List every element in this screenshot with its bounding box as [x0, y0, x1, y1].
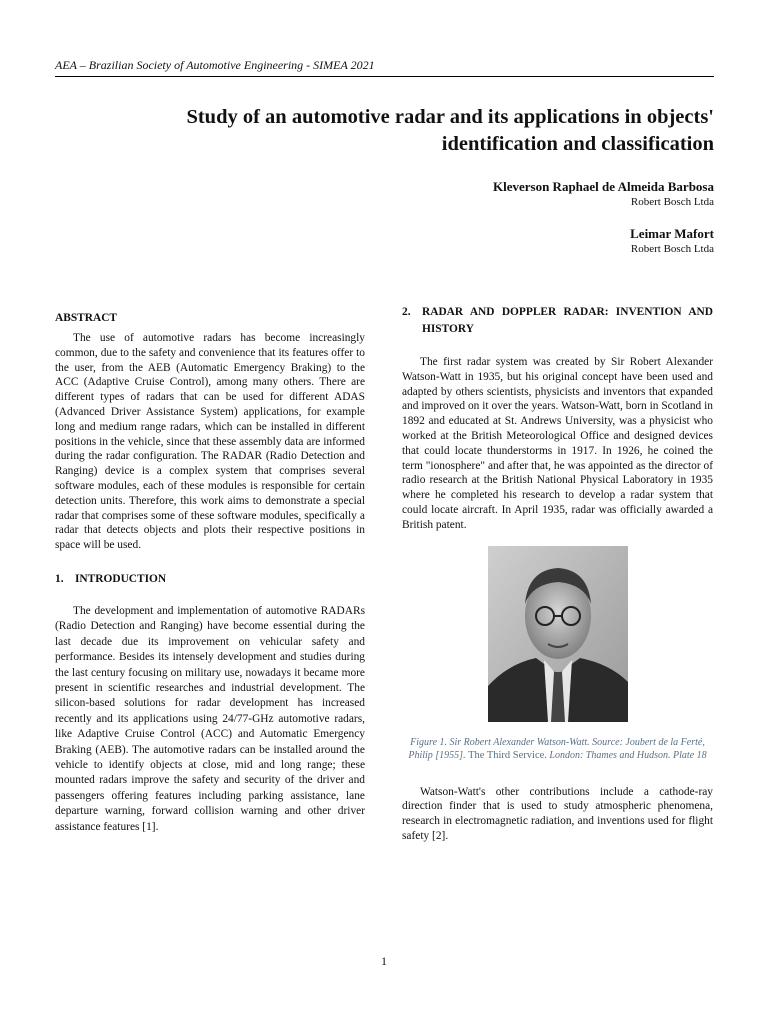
- section-title: INTRODUCTION: [75, 572, 167, 585]
- title-line-1: Study of an automotive radar and its applications in objects': [186, 106, 714, 128]
- running-header: AEA – Brazilian Society of Automotive Engineering - SIMEA 2021: [55, 58, 714, 77]
- page-number: 1: [381, 954, 387, 968]
- author-block-2: [630, 225, 714, 257]
- left-column: [55, 310, 365, 835]
- section-number: 2.: [402, 306, 411, 318]
- author-name: Kleverson Raphael de Almeida Barbosa: [492, 179, 714, 194]
- section-number: 1.: [55, 572, 64, 585]
- right-column: [402, 304, 713, 844]
- author-name: Leimar Mafort: [630, 226, 714, 241]
- introduction-text: The development and implementation of automotive RADARs (Radio Detection and Ranging) have become essential during the last decade due its improvement on vehicular safety and performance. Besides its intensely development and studies during the last century focusing on military use, nowadays it became more present in scientific researches and industrial development. The silicon-based solutions for radar development has increased recently and its applications using 24/77-GHz automotive radars, like Adaptive Cruise Control (ACC) and Automatic Emergency Braking (AEB). The automotive radars can be installed around the vehicle to identify objects at close, mid and long range; these mounted radars improve the safety and security of the driver and passengers offering features including parking assistance, lane departure warning, forward collision warning and other driver assistance features [1].: [55, 604, 365, 833]
- author-block-1: [493, 178, 714, 210]
- section-heading-introduction: [55, 571, 365, 588]
- paper-title: [60, 104, 714, 158]
- section2-text-2: Watson-Watt's other contributions include a cathode-ray direction finder that is used to study atmospheric phenomena, research in electromagnetic radiation, and inventions used for flight safety [2].: [402, 785, 713, 842]
- figure-photo: [488, 546, 628, 722]
- abstract-text: The use of automotive radars has become increasingly common, due to the safety and convenience that its features offer to the user, from the AEB (Automatic Emergency Braking) to the ACC (Adaptive Cruise Control), among many others. There are different types of radars that can be used for different ADAS (Advanced Driver Assistance System) applications, for example long and medium range radars, which can be installed in different positions in the vehicle, since that these assembly data are informed during the radar configuration. The RADAR (Radio Detection and Ranging) device is a complex system that comprises several software modules, each of these modules is responsible for certain detection units. Therefore, this work aims to demonstrate a special radar that comprises some of these software modules, specifically a radar that detects objects and plots their respective positions in space will be used.: [55, 332, 365, 552]
- portrait-photo: [488, 546, 628, 722]
- author-affiliation: Robert Bosch Ltda: [630, 243, 714, 255]
- abstract-heading: ABSTRACT: [55, 312, 118, 324]
- figure-caption: [402, 736, 713, 763]
- figure-caption-title: The Third Service.: [468, 750, 547, 762]
- figure-caption-source: Figure 1. Sir Robert Alexander Watson-Watt. Source: Joubert de la Ferté, Philip [1955].: [408, 736, 705, 762]
- section-title: RADAR AND DOPPLER RADAR: INVENTION AND HISTORY: [422, 306, 713, 335]
- title-line-2: identification and classification: [441, 133, 714, 155]
- author-affiliation: Robert Bosch Ltda: [630, 196, 714, 208]
- section2-text: The first radar system was created by Sir Robert Alexander Watson-Watt in 1935, but his original concept have been used and adapted by others scientists, physicists and inventors that expanded and improved on it over the years. Watson-Watt, born in Scotland in 1892 and educated at St. Andrews University, was a physicist who worked at the British Meteorological Office and designed devices that could locate thunderstorms in 1917. In 1926, he coined the term "ionosphere" and after that, he was appointed as the director of radio research at the British National Physical Laboratory in 1935 where he completed his research to develop a radar system that could locate aircraft. In April 1935, radar was officially awarded a British patent.: [402, 356, 713, 531]
- figure-caption-publisher: London: Thames and Hudson. Plate 18: [549, 750, 707, 762]
- section-heading-radar-history: [402, 304, 713, 338]
